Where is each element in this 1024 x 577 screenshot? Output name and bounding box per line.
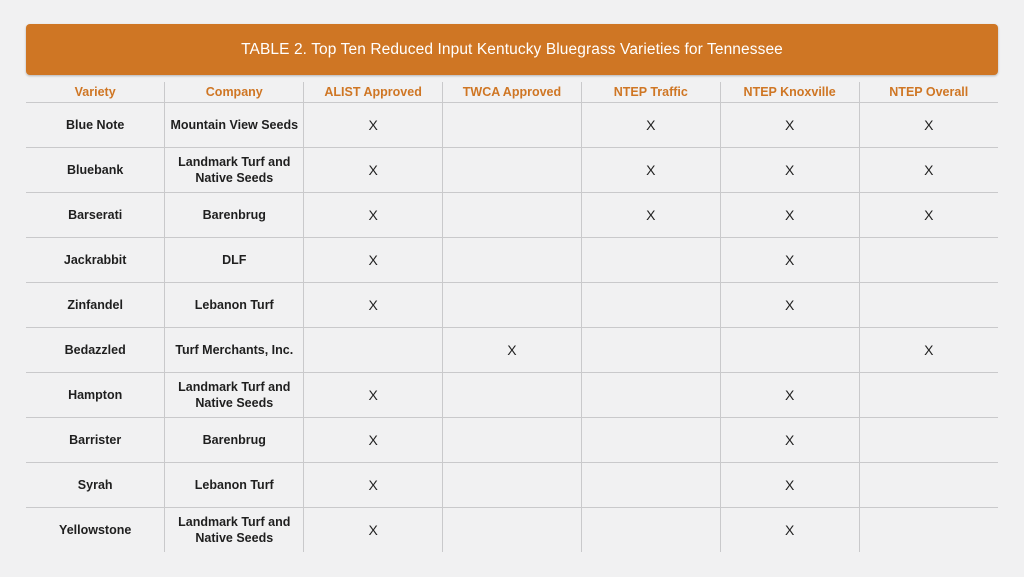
table-row [26, 193, 998, 238]
cell-alist-approved: X [304, 418, 443, 463]
cell-company [165, 373, 304, 418]
cell-alist-approved: X [304, 283, 443, 328]
table-row [26, 508, 998, 553]
cell-ntep-traffic [581, 508, 720, 553]
table-row [26, 463, 998, 508]
company-name: Landmark Turf and Native Seeds [178, 380, 291, 410]
cell-ntep-knoxville [720, 328, 859, 373]
cell-ntep-overall [859, 463, 998, 508]
cell-ntep-traffic [581, 238, 720, 283]
cell-company [165, 328, 304, 373]
cell-twca-approved [443, 103, 582, 148]
cell-ntep-overall [859, 373, 998, 418]
cell-variety: Barserati [26, 193, 165, 238]
header-variety: Variety [26, 82, 165, 103]
cell-ntep-traffic: X [581, 193, 720, 238]
cell-alist-approved: X [304, 193, 443, 238]
table-row [26, 418, 998, 463]
cell-ntep-knoxville: X [720, 373, 859, 418]
header-ntep-knoxville: NTEP Knoxville [720, 82, 859, 103]
header-row [26, 82, 998, 103]
cell-ntep-traffic [581, 418, 720, 463]
company-name: Landmark Turf and Native Seeds [178, 155, 291, 185]
cell-company [165, 283, 304, 328]
company-name: Landmark Turf and Native Seeds [178, 515, 291, 545]
company-name: Mountain View Seeds [170, 118, 299, 132]
cell-company [165, 103, 304, 148]
header-company: Company [165, 82, 304, 103]
cell-twca-approved [443, 148, 582, 193]
cell-ntep-traffic [581, 283, 720, 328]
cell-ntep-traffic [581, 463, 720, 508]
cell-company [165, 463, 304, 508]
cell-variety: Bedazzled [26, 328, 165, 373]
header-ntep-overall: NTEP Overall [859, 82, 998, 103]
company-name: Barenbrug [202, 433, 266, 447]
cell-twca-approved: X [443, 328, 582, 373]
company-name: DLF [222, 253, 247, 267]
table-title: TABLE 2. Top Ten Reduced Input Kentucky Bluegrass Varieties for Tennessee [241, 40, 783, 58]
cell-ntep-traffic [581, 373, 720, 418]
cell-ntep-traffic: X [581, 103, 720, 148]
cell-ntep-overall [859, 238, 998, 283]
cell-variety: Hampton [26, 373, 165, 418]
cell-variety: Zinfandel [26, 283, 165, 328]
cell-ntep-knoxville: X [720, 193, 859, 238]
table-row [26, 238, 998, 283]
header-twca-approved: TWCA Approved [443, 82, 582, 103]
table-row [26, 328, 998, 373]
cell-twca-approved [443, 418, 582, 463]
company-name: Lebanon Turf [194, 298, 274, 312]
company-name: Lebanon Turf [194, 478, 274, 492]
cell-twca-approved [443, 508, 582, 553]
cell-ntep-knoxville: X [720, 463, 859, 508]
cell-alist-approved: X [304, 148, 443, 193]
varieties-table [26, 82, 998, 552]
cell-company [165, 418, 304, 463]
cell-alist-approved [304, 328, 443, 373]
table-row [26, 373, 998, 418]
varieties-table-container [26, 82, 998, 552]
cell-ntep-knoxville: X [720, 103, 859, 148]
cell-ntep-overall [859, 418, 998, 463]
cell-ntep-knoxville: X [720, 283, 859, 328]
cell-twca-approved [443, 373, 582, 418]
cell-alist-approved: X [304, 373, 443, 418]
cell-company [165, 508, 304, 553]
cell-alist-approved: X [304, 103, 443, 148]
cell-company [165, 238, 304, 283]
company-name: Barenbrug [202, 208, 266, 222]
cell-ntep-traffic: X [581, 148, 720, 193]
table-row [26, 103, 998, 148]
table-body [26, 103, 998, 553]
cell-variety: Bluebank [26, 148, 165, 193]
cell-ntep-knoxville: X [720, 238, 859, 283]
table-header [26, 82, 998, 103]
cell-ntep-overall: X [859, 103, 998, 148]
cell-ntep-knoxville: X [720, 148, 859, 193]
cell-twca-approved [443, 238, 582, 283]
company-name: Turf Merchants, Inc. [175, 343, 294, 357]
cell-variety: Barrister [26, 418, 165, 463]
cell-variety: Yellowstone [26, 508, 165, 553]
cell-twca-approved [443, 193, 582, 238]
table-row [26, 283, 998, 328]
cell-company [165, 193, 304, 238]
header-ntep-traffic: NTEP Traffic [581, 82, 720, 103]
header-alist-approved: ALIST Approved [304, 82, 443, 103]
table-row [26, 148, 998, 193]
cell-twca-approved [443, 283, 582, 328]
cell-ntep-knoxville: X [720, 508, 859, 553]
cell-company [165, 148, 304, 193]
cell-ntep-overall: X [859, 328, 998, 373]
cell-ntep-overall: X [859, 193, 998, 238]
cell-ntep-knoxville: X [720, 418, 859, 463]
cell-ntep-overall: X [859, 148, 998, 193]
cell-alist-approved: X [304, 508, 443, 553]
cell-variety: Blue Note [26, 103, 165, 148]
cell-twca-approved [443, 463, 582, 508]
table-title-banner [26, 24, 998, 75]
cell-ntep-overall [859, 508, 998, 553]
cell-ntep-traffic [581, 328, 720, 373]
cell-variety: Jackrabbit [26, 238, 165, 283]
cell-alist-approved: X [304, 463, 443, 508]
cell-alist-approved: X [304, 238, 443, 283]
cell-ntep-overall [859, 283, 998, 328]
cell-variety: Syrah [26, 463, 165, 508]
